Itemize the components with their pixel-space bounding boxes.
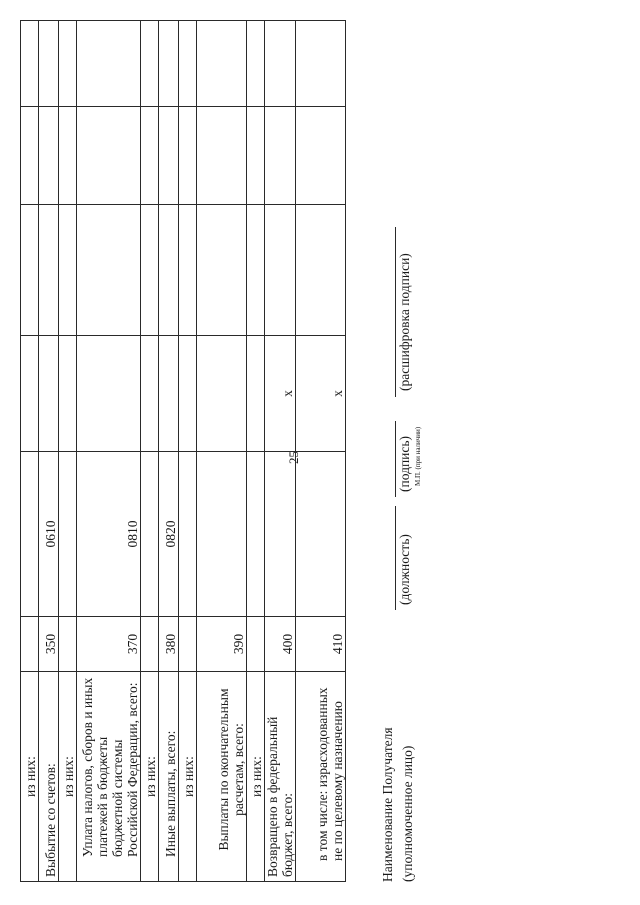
table-row [21,21,39,882]
row-col3: 0820 [159,452,179,617]
row-col7 [39,21,59,107]
row-col3 [197,452,247,617]
report-table [20,20,346,882]
decoding-caption: (расшифровка подписи) [397,253,412,391]
row-col3 [265,452,296,617]
row-col4 [179,336,197,452]
row-col6 [247,107,265,205]
row-col6 [179,107,197,205]
row-col4 [141,336,159,452]
row-name: Иные выплаты, всего: [159,672,179,882]
row-col4 [39,336,59,452]
row-col6 [197,107,247,205]
row-col7 [179,21,197,107]
row-name: из них: [179,672,197,882]
row-col4: x [296,336,346,452]
row-col7 [141,21,159,107]
row-col6 [141,107,159,205]
signature-caption: (подпись) [397,435,412,492]
row-name: Выбытие со счетов: [39,672,59,882]
row-col3 [296,452,346,617]
row-col5 [21,205,39,336]
row-col6 [59,107,77,205]
page-number: 25 [286,451,301,464]
table-row [39,21,59,882]
row-col4 [59,336,77,452]
row-col5 [265,205,296,336]
row-col7 [265,21,296,107]
row-name: в том числе: израсходованных не по целевому назначению [296,672,346,882]
row-code: 380 [159,617,179,672]
row-code: 370 [77,617,141,672]
row-code [21,617,39,672]
row-col5 [141,205,159,336]
row-name: из них: [247,672,265,882]
row-col5 [296,205,346,336]
table-row [59,21,77,882]
row-col7 [21,21,39,107]
table-row [141,21,159,882]
row-col7 [59,21,77,107]
row-col6 [39,107,59,205]
row-code: 390 [197,617,247,672]
row-code [179,617,197,672]
table-row [296,21,346,882]
decoding-line [395,227,396,397]
row-col5 [159,205,179,336]
row-col4 [197,336,247,452]
row-col6 [296,107,346,205]
row-col4 [247,336,265,452]
row-col4 [77,336,141,452]
row-col7 [296,21,346,107]
row-code: 350 [39,617,59,672]
position-line [395,506,396,610]
signature-line [395,421,396,497]
position-caption: (должность) [397,534,412,605]
row-col3 [59,452,77,617]
row-col7 [197,21,247,107]
row-code: 410 [296,617,346,672]
row-code: 400 [265,617,296,672]
table-row [265,21,296,882]
row-col6 [21,107,39,205]
row-col5 [59,205,77,336]
row-code [59,617,77,672]
table-row [247,21,265,882]
row-col4 [159,336,179,452]
row-col3 [141,452,159,617]
row-col5 [247,205,265,336]
row-col5 [197,205,247,336]
recipient-name-label: Наименование Получателя [380,727,395,882]
row-col7 [247,21,265,107]
row-name: из них: [59,672,77,882]
row-name: Выплаты по окончательным расчетам, всего: [197,672,247,882]
table-row [77,21,141,882]
row-col3 [247,452,265,617]
row-col7 [159,21,179,107]
row-col7 [77,21,141,107]
row-col4: x [265,336,296,452]
row-name: из них: [21,672,39,882]
row-col3 [179,452,197,617]
row-col3 [21,452,39,617]
row-col6 [159,107,179,205]
row-col4 [21,336,39,452]
row-name: Возвращено в федеральный бюджет, всего: [265,672,296,882]
stamp-place-caption: М.П. (при наличии) [414,426,422,486]
table-row [159,21,179,882]
row-name: из них: [141,672,159,882]
rotated-content [20,22,620,882]
row-col6 [265,107,296,205]
row-col5 [39,205,59,336]
row-col6 [77,107,141,205]
row-col3: 0810 [77,452,141,617]
table-row [197,21,247,882]
table-row [179,21,197,882]
row-name: Уплата налогов, сборов и иных платежей в бюджеты бюджетной системы Российской Федерации, всего: [77,672,141,882]
recipient-authorized-label: (уполномоченное лицо) [400,745,415,882]
row-col3: 0610 [39,452,59,617]
row-col5 [179,205,197,336]
row-code [247,617,265,672]
row-code [141,617,159,672]
row-col5 [77,205,141,336]
